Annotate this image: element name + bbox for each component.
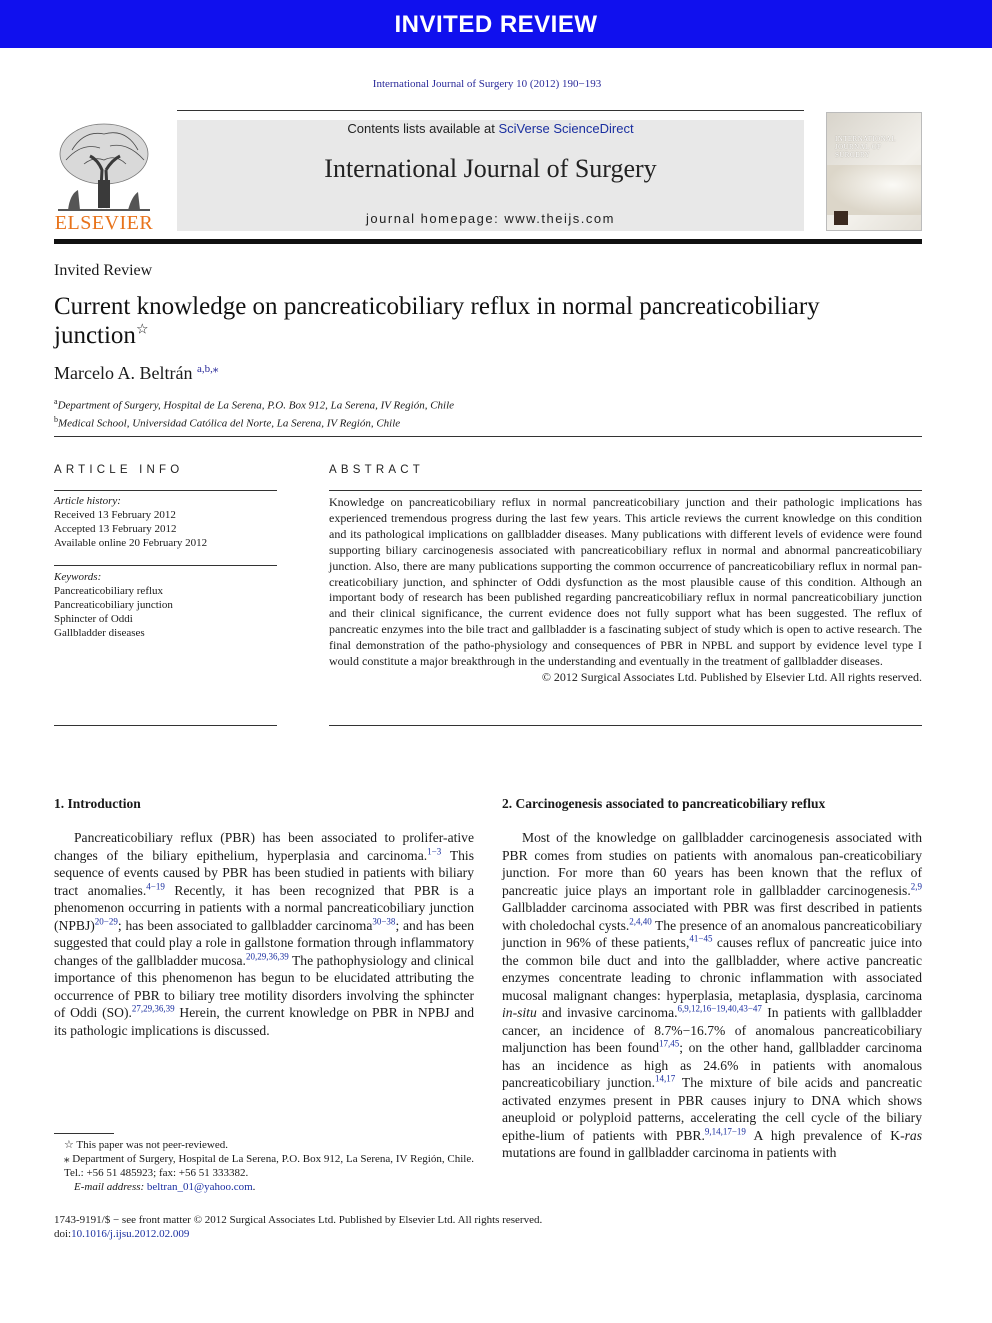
issn-line: 1743-9191/$ − see front matter © 2012 Surgical Associates Ltd. Published by Elsevier Ltd. All rights reserved. [54, 1214, 543, 1226]
cover-seal-icon [834, 211, 848, 225]
keyword-item: Pancreaticobiliary reflux [54, 585, 164, 597]
author-line [54, 362, 218, 384]
invited-review-banner: INVITED REVIEW [0, 0, 992, 48]
reference-link[interactable]: 4−19 [146, 880, 165, 891]
reference-link[interactable]: 2,4,40 [629, 915, 652, 926]
reference-link[interactable]: 17,45 [659, 1038, 680, 1049]
footnote-rule [54, 1133, 114, 1134]
affiliation-a [54, 395, 454, 413]
journal-citation[interactable]: International Journal of Surgery 10 (2012) 190−193 [372, 78, 602, 90]
journal-header-box [177, 120, 804, 231]
section-1-paragraph [54, 829, 474, 1039]
s2-text-5: and invasive carcinoma. [536, 1005, 678, 1020]
bottom-meta [54, 1213, 542, 1241]
article-type: Invited Review [54, 262, 153, 279]
s2-text-7: ; on the other hand, gallbladder carcinoma has an incidence as high as 24.6% in patients with anomalous pancreaticobiliary junction. [502, 1040, 922, 1090]
s2-text-6: In patients with gallbladder cancer, an incidence of 8.7%−16.7% of anomalous pancreaticobiliary maljunction has been found [502, 1005, 922, 1055]
journal-homepage[interactable]: journal homepage: www.theijs.com [366, 211, 615, 226]
abstract-text: Knowledge on pancreaticobiliary reflux in normal pancreaticobiliary junction and their pathologic implications has experienced tremendous progress during the last few years. This article reviews the current knowledge on this condition and its pathological implications on gallbladder diseases. Many publications with different levels of evidence were found supporting biliary carcinogenesis associated with pancreaticobiliary reflux in normal and abnormal pancreaticobiliary junction. Also, there are many publications supporting the common occurrence of pancreaticobiliary reflux in normal pan-creaticobiliary junction, and sphincter of Oddi dysfunction as the most plausible cause of this condition. Although an important body of research has been published regarding pancreaticobiliary reflux in normal pancreaticobiliary junction and their clinical significance, the current evidence does not fully support what has been suggested. The reflux of pancreatic enzymes into the bile tract and gallbladder is a fascinating subject of study which is open to active research. The final demonstration of the patho-physiology and consequences of PBR in NPBL and support by evidence level type I would constitute a major breakthrough in the understanding and eventually in the treatment of gallbladder diseases. [329, 495, 922, 669]
reference-link[interactable]: 1−3 [427, 845, 442, 856]
reference-link[interactable]: 14,17 [655, 1073, 676, 1084]
abstract-heading: ABSTRACT [329, 464, 424, 476]
cover-image [827, 165, 921, 215]
reference-link[interactable]: 20−29 [94, 915, 118, 926]
abstract-rule-top [329, 490, 922, 491]
contents-line [177, 120, 804, 137]
keyword-item: Sphincter of Oddi [54, 613, 133, 625]
reference-link[interactable]: 27,29,36,39 [131, 1003, 175, 1014]
s2-text-10: mutations are found in gallbladder carcinoma in patients with [502, 1145, 837, 1160]
s1-text-4: ; has been associated to gallbladder carcinoma [117, 917, 373, 933]
email-suffix: . [252, 1181, 256, 1193]
history-received: Received 13 February 2012 [54, 509, 176, 521]
history-online: Available online 20 February 2012 [54, 537, 208, 549]
author-affil-marks[interactable]: a,b, [196, 363, 213, 375]
sciencedirect-link[interactable]: SciVerse ScienceDirect [498, 121, 634, 136]
journal-title: International Journal of Surgery [324, 154, 657, 183]
keywords [54, 570, 277, 640]
author-corresponding-mark[interactable]: ⁎ [212, 363, 219, 375]
cover-title: INTERNATIONAL JOURNAL OF SURGERY [835, 135, 896, 159]
footnote-peer-review [54, 1138, 474, 1152]
reference-link[interactable]: 41−45 [689, 933, 713, 944]
keyword-item: Pancreaticobiliary junction [54, 599, 173, 611]
title-footnote-mark[interactable]: ☆ [135, 322, 149, 338]
footnote-email [54, 1180, 474, 1194]
section-2-title: 2. Carcinogenesis associated to pancreaticobiliary reflux [502, 796, 826, 811]
footnote-star-mark: ☆ [64, 1139, 74, 1151]
affiliation-a-mark: a [54, 397, 58, 406]
s2-text-9: A high prevalence of K- [745, 1127, 905, 1143]
affiliation-b-mark: b [54, 414, 58, 424]
s1-text-6: The pathophysiology and clinical importance of this phenomenon has begun to be elucidated attributing the occurrence of PBR to biliary tree motility disorders involving the sphincter of Oddi (SO). [54, 952, 474, 1020]
s2-text-1: Most of the knowledge on gallbladder carcinogenesis associated with PBR comes from studies on patients with anomalous pan-creaticobiliary junction. For more than 60 years has been known that the reflux of pancreatic juice plays an important role in gallbladder carcinogenesis. [502, 830, 922, 898]
journal-cover-thumbnail[interactable] [826, 112, 922, 231]
front-matter-rule [54, 436, 922, 437]
contents-prefix: Contents lists available at [347, 121, 499, 136]
article-info-rule-bottom [54, 725, 277, 726]
elsevier-logo[interactable] [54, 120, 154, 232]
abstract-rule-bottom [329, 725, 922, 726]
s1-text-2: This sequence of events caused by PBR has been studied in patients with biliary tract anomalies. [54, 847, 474, 898]
keyword-item: Gallbladder diseases [54, 627, 145, 639]
footnote-star-text: This paper was not peer-reviewed. [73, 1139, 229, 1151]
s2-text-2: Gallbladder carcinoma associated with PBR was first described in patients with choledochal cysts. [502, 900, 922, 933]
section-2-paragraph [502, 829, 922, 1162]
article-title-text: Current knowledge on pancreaticobiliary reflux in normal pancreaticobiliary junction [54, 293, 820, 349]
keywords-label: Keywords: [54, 571, 102, 583]
s2-text-3: The presence of an anomalous pancreaticobiliary junction in 96% of these patients, [502, 917, 922, 950]
affiliation-b [54, 413, 454, 431]
s2-text-8: The mixture of bile acids and pancreatic activated enzymes present in PBR causes injury to DNA which shows aneuploid or polyploid patterns, accelerating the cell cycle of the biliary epithe-lium of patients with PBR. [502, 1075, 922, 1143]
s2-text-4: causes reflux of pancreatic juice into the common bile duct and into the gallbladder, where active pancreatic enzymes concentrate leading to chronic inflammation with associated mucosal malignant changes: hyperplasia, metaplasia, dysplasia, carcinoma [502, 935, 922, 1003]
header-thick-rule [54, 239, 922, 244]
column-right [502, 795, 922, 1162]
history-accepted: Accepted 13 February 2012 [54, 523, 177, 535]
article-info-heading: ARTICLE INFO [54, 464, 184, 476]
abstract-copyright: © 2012 Surgical Associates Ltd. Published by Elsevier Ltd. All rights reserved. [541, 669, 922, 684]
article-history-label: Article history: [54, 495, 121, 507]
article-info-rule-mid [54, 565, 277, 566]
footnote-corresponding [54, 1152, 474, 1180]
doi-line [54, 1227, 542, 1241]
reference-link[interactable]: 20,29,36,39 [245, 950, 289, 961]
footnote-corr-text: Department of Surgery, Hospital de La Serena, P.O. Box 912, La Serena, IV Región, Chile. Tel.: +56 51 485923; fax: +56 51 333382. [64, 1153, 474, 1179]
s2-italic-in-situ: in-situ [502, 1005, 537, 1020]
footnote-corr-mark: ⁎ [64, 1153, 70, 1165]
s2-italic-ras: ras [904, 1127, 922, 1143]
article-history [54, 494, 277, 550]
s1-text-7: Herein, the current knowledge on PBR in NPBJ and its pathologic implications is discussed. [54, 1005, 475, 1038]
affiliation-b-text: Medical School, Universidad Católica del Norte, La Serena, IV Región, Chile [58, 417, 401, 430]
affiliations [54, 395, 454, 430]
reference-link[interactable]: 9,14,17−19 [704, 1125, 746, 1136]
s1-text-5: ; and has been suggested that could play a role in gallstone formation through inflammatory changes of the gallbladder mucosa. [54, 917, 474, 968]
column-left [54, 795, 474, 1039]
email-link[interactable]: beltran_01@yahoo.com [146, 1181, 253, 1193]
s1-text-3: Recently, it has been recognized that PBR is a phenomenon occurring in patients with a normal pancreaticobiliary junction (NPBJ) [54, 882, 475, 933]
s1-text-1: Pancreaticobiliary reflux (PBR) has been associated to prolifer-ative changes of the biliary epithelium, hyperplasia and carcinoma. [54, 830, 474, 863]
doi-link[interactable]: 10.1016/j.ijsu.2012.02.009 [71, 1228, 190, 1240]
footnotes [54, 1138, 474, 1194]
elsevier-tree-icon [54, 120, 154, 212]
section-1-title: 1. Introduction [54, 796, 141, 811]
header-top-rule [177, 110, 804, 111]
article-title [54, 292, 914, 350]
doi-prefix: doi: [54, 1228, 72, 1240]
author-name: Marcelo A. Beltrán [54, 363, 193, 383]
email-label: E-mail address: [74, 1181, 145, 1193]
elsevier-wordmark: ELSEVIER [54, 212, 154, 234]
article-info-rule-top [54, 490, 277, 491]
reference-link[interactable]: 2,9 [910, 880, 922, 891]
affiliation-a-text: Department of Surgery, Hospital de La Serena, P.O. Box 912, La Serena, IV Región, Chile [57, 399, 455, 412]
reference-link[interactable]: 30−38 [372, 915, 396, 926]
reference-link[interactable]: 6,9,12,16−19,40,43−47 [677, 1003, 762, 1014]
abstract-body [329, 495, 922, 686]
